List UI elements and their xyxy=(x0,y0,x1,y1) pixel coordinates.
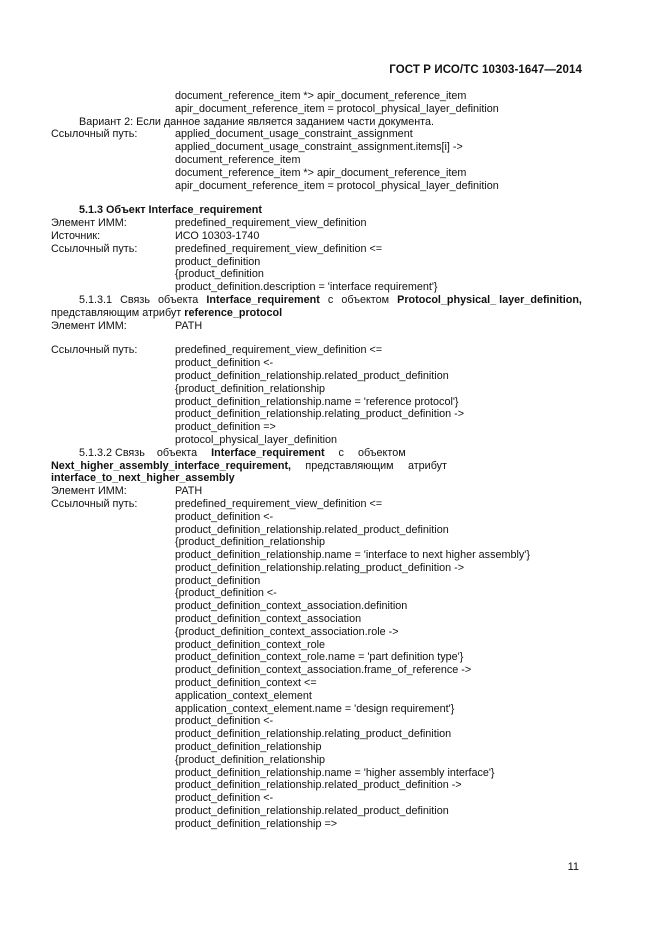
path-line: product_definition_context_role.name = 'part definition type'} xyxy=(175,651,464,664)
path-line: product_definition_relationship => xyxy=(175,817,338,830)
path-line: product_definition_relationship.related_product_definition xyxy=(175,369,449,382)
path-line: predefined_requirement_view_definition <= xyxy=(175,344,383,357)
path-list xyxy=(51,511,582,831)
path-line: document_reference_item *> apir_document_reference_item xyxy=(175,90,467,102)
path-line: protocol_physical_layer_definition xyxy=(175,433,338,446)
reference-path-row xyxy=(51,243,582,256)
path-line: product_definition_relationship.related_product_definition xyxy=(175,523,449,536)
reference-path-row xyxy=(51,498,582,511)
page-content xyxy=(51,90,582,831)
object-name: Interface_requirement xyxy=(211,446,325,459)
path-line: {product_definition xyxy=(175,268,264,281)
path-line: {product_definition_relationship xyxy=(175,536,326,549)
path-line: product_definition_context_role xyxy=(175,638,326,651)
section-heading-5-1-3-1 xyxy=(51,294,582,307)
path-line: document_reference_item *> apir_document_reference_item xyxy=(175,166,467,179)
path-line: {product_definition <- xyxy=(175,587,277,600)
object-name: Protocol_physical_ layer_definition, xyxy=(397,293,582,306)
element-value: PATH xyxy=(175,485,203,498)
heading-continuation xyxy=(51,460,447,473)
heading-word: объектом xyxy=(357,446,406,459)
path-list xyxy=(51,256,582,294)
path-line: product_definition_relationship.relating_product_definition -> xyxy=(175,408,465,421)
object-name: Next_higher_assembly_interface_requirement, xyxy=(51,459,292,472)
path-line: product_definition xyxy=(175,574,261,587)
path-line: document_reference_item xyxy=(175,153,301,166)
heading-word: атрибут xyxy=(407,459,447,472)
heading-continuation xyxy=(51,307,582,320)
heading-word: объекта xyxy=(158,293,199,306)
path-line: predefined_requirement_view_definition <= xyxy=(175,497,383,510)
element-label: Элемент ИММ: xyxy=(51,485,127,498)
path-list xyxy=(51,357,582,447)
path-list xyxy=(51,141,582,192)
path-line: applied_document_usage_constraint_assignment xyxy=(175,128,413,141)
object-name: Interface_requirement xyxy=(206,293,320,306)
heading-word: представляющим xyxy=(305,459,394,472)
path-line: product_definition_context_association.frame_of_reference -> xyxy=(175,664,472,677)
heading-word: 5.1.3.1 xyxy=(79,293,113,306)
spacer xyxy=(51,332,582,344)
path-line: {product_definition_relationship xyxy=(175,753,326,766)
path-line: product_definition_relationship.relating_product_definition xyxy=(175,728,452,741)
element-row xyxy=(51,485,582,498)
heading-word: 5.1.3.2 Связь xyxy=(79,446,145,459)
path-line: product_definition_relationship.related_product_definition -> xyxy=(175,779,462,792)
element-value: PATH xyxy=(175,319,203,332)
reference-path-row xyxy=(51,344,582,357)
path-line: product_definition_relationship xyxy=(175,741,322,754)
path-line: product_definition_context_association.definition xyxy=(175,600,408,613)
path-line: {product_definition_relationship xyxy=(175,382,326,395)
heading-word: объекта xyxy=(156,446,198,459)
path-line: product_definition <- xyxy=(175,510,274,523)
heading-text: представляющим атрибут xyxy=(51,306,182,319)
path-line: application_context_element xyxy=(175,689,312,702)
heading-word: Связь xyxy=(120,293,150,306)
path-line: product_definition <- xyxy=(175,357,274,370)
section-heading-5-1-3-2 xyxy=(51,447,582,460)
source-value: ИСО 10303-1740 xyxy=(175,229,260,242)
path-line: product_definition_context_association xyxy=(175,613,362,626)
reference-path-label: Ссылочный путь: xyxy=(51,344,138,357)
page-number: 11 xyxy=(567,861,579,873)
reference-path-label: Ссылочный путь: xyxy=(51,497,138,510)
standard-header: ГОСТ Р ИСО/ТС 10303-1647—2014 xyxy=(389,64,582,76)
path-line: {product_definition_context_association.role -> xyxy=(175,625,399,638)
path-line: product_definition_relationship.relating_product_definition -> xyxy=(175,561,465,574)
path-line: product_definition <- xyxy=(175,792,274,805)
attribute-name: reference_protocol xyxy=(184,306,283,319)
reference-path-label: Ссылочный путь: xyxy=(51,242,138,255)
path-line: product_definition_relationship.related_product_definition xyxy=(175,805,449,818)
element-row xyxy=(51,320,582,333)
path-line: product_definition xyxy=(175,255,261,268)
element-value: predefined_requirement_view_definition xyxy=(175,217,367,230)
path-line: predefined_requirement_view_definition <= xyxy=(175,242,383,255)
variant-2-text: Вариант 2: Если данное задание является заданием части документа. xyxy=(79,115,434,128)
heading-word: объектом xyxy=(341,293,390,306)
heading-word: с xyxy=(338,446,344,459)
reference-path-label: Ссылочный путь: xyxy=(51,128,138,141)
path-line: apir_document_reference_item = protocol_physical_layer_definition xyxy=(175,102,499,115)
path-line: product_definition_context <= xyxy=(175,677,317,690)
source-label: Источник: xyxy=(51,229,101,242)
reference-path-row xyxy=(51,128,582,141)
section-heading-5-1-3: 5.1.3 Объект Interface_requirement xyxy=(79,204,262,217)
path-line: applied_document_usage_constraint_assignment.items[i] -> xyxy=(175,141,463,154)
path-line: product_definition_relationship.name = 'reference protocol'} xyxy=(175,395,459,408)
element-row xyxy=(51,217,582,230)
heading-word: с xyxy=(327,293,334,306)
path-line: product_definition <- xyxy=(175,715,274,728)
element-label: Элемент ИММ: xyxy=(51,319,127,332)
path-line: product_definition.description = 'interface requirement'} xyxy=(175,281,438,294)
attribute-name: interface_to_next_higher_assembly xyxy=(51,472,235,485)
path-line: product_definition_relationship.name = 'higher assembly interface'} xyxy=(175,766,495,779)
path-line: apir_document_reference_item = protocol_physical_layer_definition xyxy=(175,179,499,192)
element-label: Элемент ИММ: xyxy=(51,217,127,230)
path-line: application_context_element.name = 'design requirement'} xyxy=(175,702,455,715)
path-line: product_definition_relationship.name = 'interface to next higher assembly'} xyxy=(175,549,530,562)
path-line: product_definition => xyxy=(175,421,276,434)
source-row xyxy=(51,230,582,243)
